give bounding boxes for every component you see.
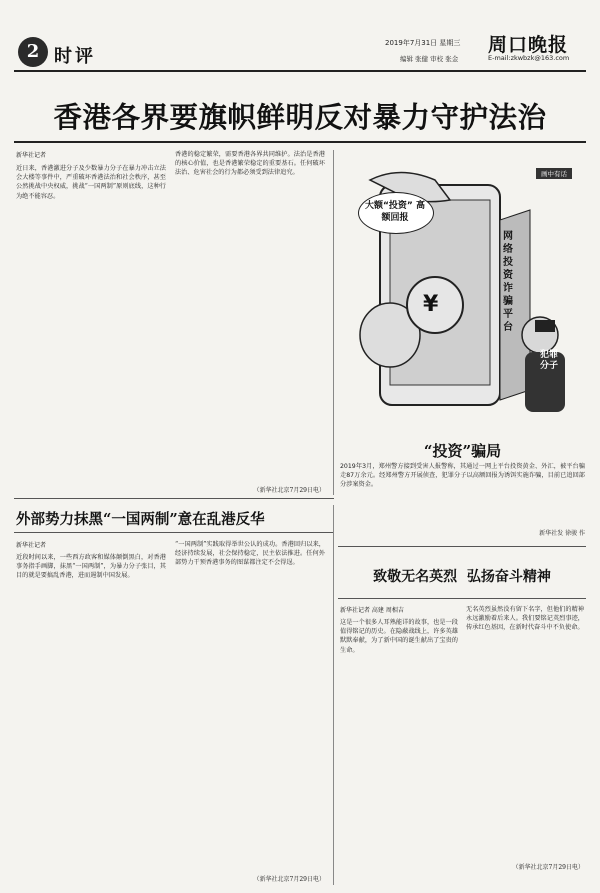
headline-rule — [14, 141, 586, 143]
article1-col1: 近日来，香港激进分子及少数暴力分子在暴力冲击立法会大楼等事件中，严重破坏香港法治和社会秩序，甚至公然挑战中央权威，挑战“一国两制”原则底线，这种行为绝不能容忍。 — [16, 165, 166, 200]
coin-symbol: ¥ — [423, 292, 439, 317]
bubble-text: 大额“投资” 高额回报 — [365, 201, 425, 223]
cartoon-text: 2019年3月，郑州警方接到受害人报警称，其通过一网上平台投资黄金、外汇，被平台骗走87万余元。经郑州警方开展侦查，犯罪分子以高额回报为诱饵实施诈骗，目前已追回部分涉案资金。 — [340, 463, 585, 489]
main-headline: 香港各界要旗帜鲜明反对暴力守护法治 — [53, 100, 547, 134]
article2-credit: （新华社北京7月29日电） — [253, 876, 325, 883]
article1-byline: 新华社记者 — [16, 152, 47, 159]
article2-byline: 新华社记者 — [16, 542, 47, 549]
column-divider-top — [333, 150, 334, 495]
article2-col1: 近段时间以来，一些西方政客和媒体颠倒黑白，对香港事务指手画脚，抹黑“一国两制”，为暴力分子张目，其目的就是要搞乱香港，进而遏制中国发展。 — [16, 554, 166, 580]
article2-headline: 外部势力抹黑“一国两制”意在乱港反华 — [16, 511, 265, 528]
article1-credit: （新华社北京7月29日电） — [253, 487, 325, 494]
article3-col1: 这是一个很多人耳熟能详的故事，也是一段值得铭记的历史。在隐蔽战线上，许多英雄默默奉献，为了新中国的诞生献出了宝贵的生命。 — [340, 619, 458, 654]
article1-col2: 香港的稳定繁荣，需要香港各界共同维护。法治是香港的核心价值，也是香港繁荣稳定的重要基石。任何破坏法治、危害社会的行为都必须受到法律追究。 — [175, 151, 325, 177]
article3-rule — [338, 598, 586, 599]
cartoon-tag: 画中有话 — [536, 168, 572, 179]
page-number: 2 — [26, 41, 40, 62]
top-section-rule — [14, 498, 334, 499]
email: E-mail:zkwbzk@163.com — [488, 54, 570, 62]
editor-line: 编辑 张健 审校 张金 — [400, 55, 459, 63]
criminal-label: 犯罪分子 — [539, 350, 558, 371]
banner-text: 网络投资诈骗平台 — [503, 231, 513, 333]
column-divider-bottom — [333, 505, 334, 885]
article3-credit: （新华社北京7月29日电） — [512, 864, 584, 871]
cartoon-credit: 新华社发 徐骏 作 — [539, 530, 585, 537]
article3-byline: 新华社记者 高建 周相吉 — [340, 607, 404, 614]
header-rule — [14, 70, 586, 72]
article2-col2: “一国两制”实践取得举世公认的成功。香港回归以来，经济持续发展，社会保持稳定，民主依法推进。任何外部势力干预香港事务的图谋都注定不会得逞。 — [175, 541, 325, 567]
cartoon-rule — [338, 546, 586, 547]
cartoon-title: “投资”骗局 — [423, 442, 502, 460]
date-line: 2019年7月31日 星期三 — [385, 39, 461, 47]
article3-col2: 无名英烈虽然没有留下名字，但他们的精神永远激励着后来人。我们要铭记英烈事迹，传承红色基因，在新时代奋斗中不负使命。 — [466, 606, 584, 632]
section-title: 时评 — [54, 46, 96, 67]
article3-headline: 致敬无名英烈 弘扬奋斗精神 — [373, 569, 551, 585]
masthead: 周口晚报 — [488, 34, 569, 56]
article2-rule — [14, 532, 334, 533]
